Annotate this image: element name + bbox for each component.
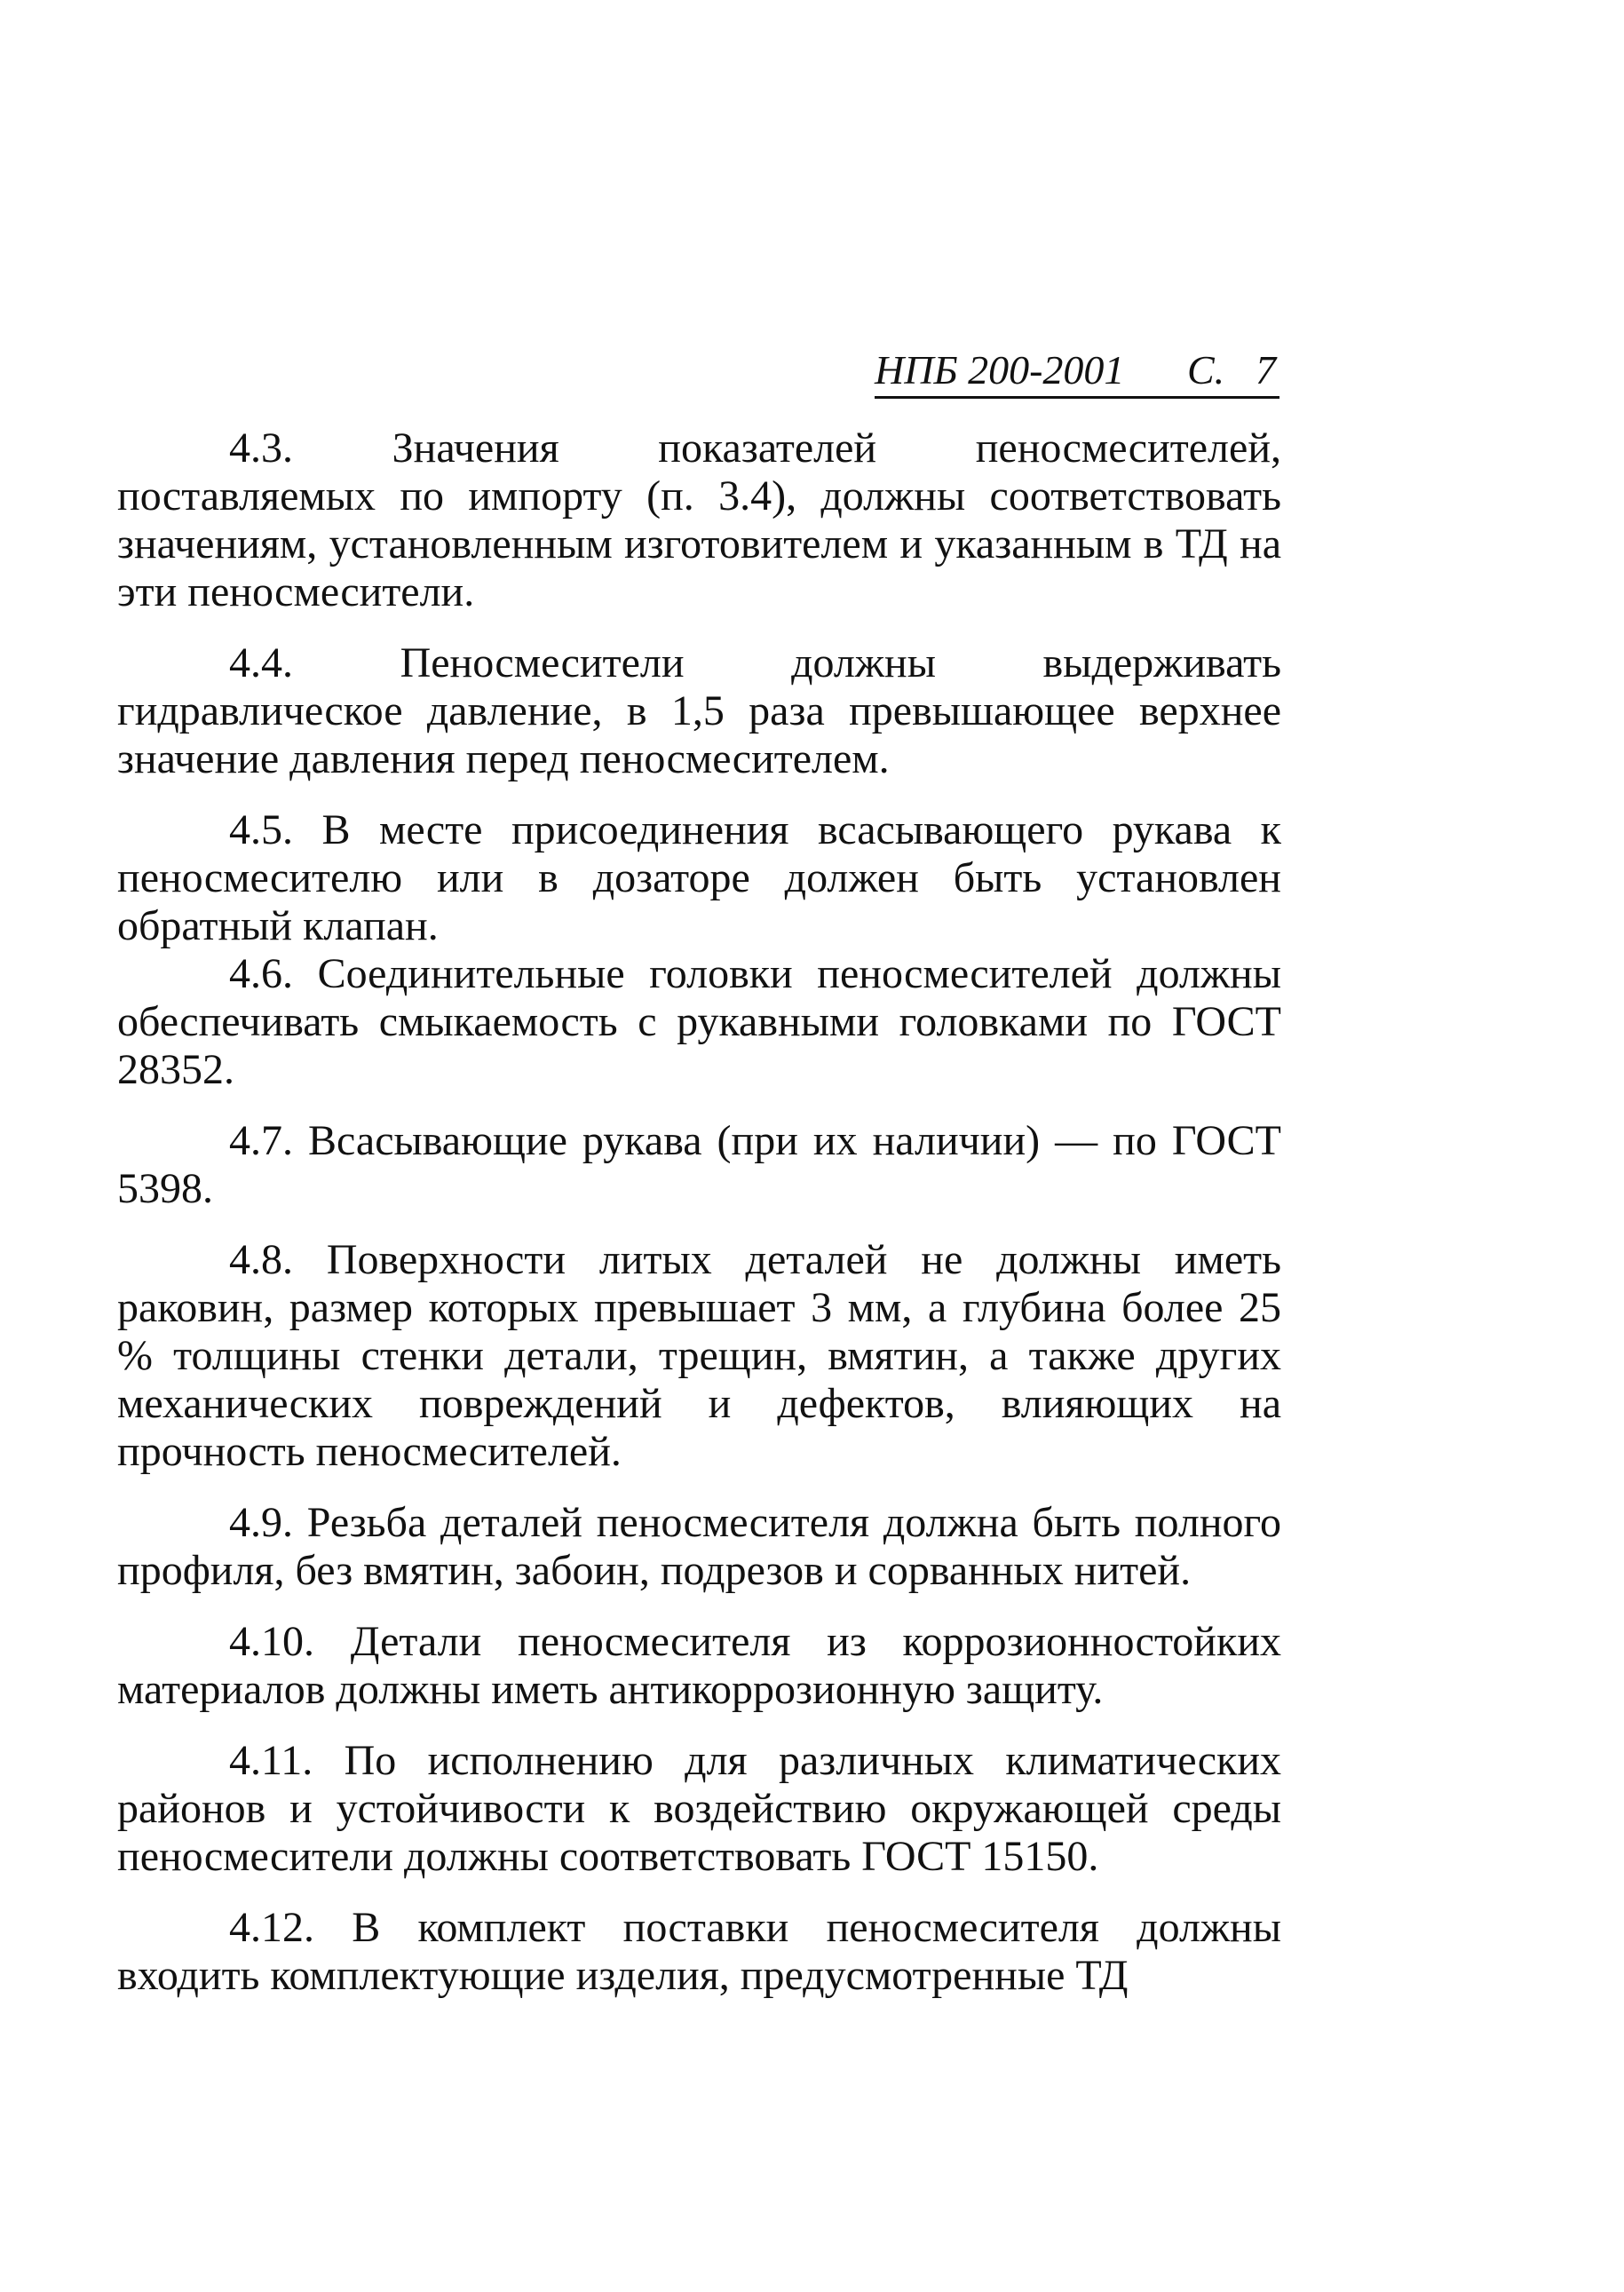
paragraph-4-10: 4.10. Детали пеносмесителя из коррозионностойких материалов должны иметь антикоррозионную защиту. — [117, 1618, 1281, 1713]
paragraph-4-12: 4.12. В комплект поставки пеносмесителя должны входить комплектующие изделия, предусмотренные ТД — [117, 1904, 1281, 1999]
document-body — [117, 424, 1281, 2000]
paragraph-4-5: 4.5. В месте присоединения всасывающего рукава к пеносмесителю или в дозаторе должен быть установлен обратный клапан. — [117, 806, 1281, 949]
page-number: 7 — [1256, 347, 1276, 393]
page-header — [875, 345, 1279, 399]
paragraph-4-8: 4.8. Поверхности литых деталей не должны иметь раковин, размер которых превышает 3 мм, а глубина более 25 % толщины стенки детали, трещин, вмятин, а также других механических повреждений и дефектов, влияющих на прочность пеносмесителей. — [117, 1236, 1281, 1475]
paragraph-4-3: 4.3. Значения показателей пеносмесителей, поставляемых по импорту (п. 3.4), должны соответствовать значениям, установленным изготовителем и указанным в ТД на эти пеносмесители. — [117, 424, 1281, 615]
paragraph-4-11: 4.11. По исполнению для различных климатических районов и устойчивости к воздействию окружающей среды пеносмесители должны соответствовать ГОСТ 15150. — [117, 1737, 1281, 1880]
document-code: НПБ 200-2001 — [875, 347, 1125, 393]
paragraph-4-9: 4.9. Резьба деталей пеносмесителя должна быть полного профиля, без вмятин, забоин, подрезов и сорванных нитей. — [117, 1499, 1281, 1594]
paragraph-4-6: 4.6. Соединительные головки пеносмесителей должны обеспечивать смыкаемость с рукавными головками по ГОСТ 28352. — [117, 950, 1281, 1093]
paragraph-4-7: 4.7. Всасывающие рукава (при их наличии) — по ГОСТ 5398. — [117, 1117, 1281, 1212]
page-prefix: С. — [1187, 347, 1225, 393]
paragraph-4-4: 4.4. Пеносмесители должны выдерживать гидравлическое давление, в 1,5 раза превышающее верхнее значение давления перед пеносмесителем. — [117, 639, 1281, 782]
